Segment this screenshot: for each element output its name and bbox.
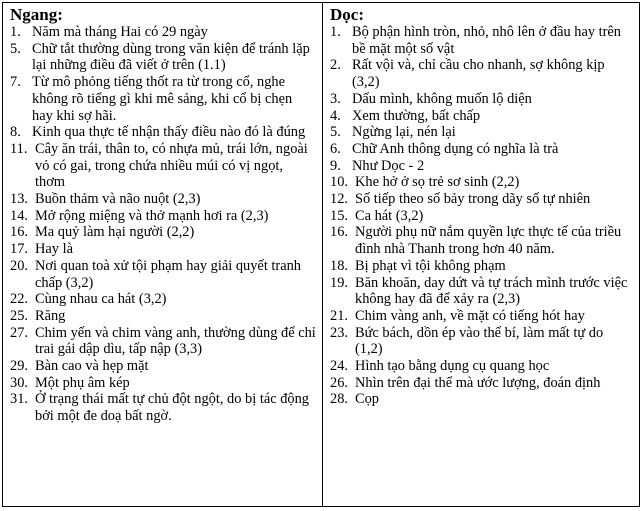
clue-number: 20. — [10, 257, 28, 274]
across-clue — [10, 24, 316, 41]
clue-number: 25. — [10, 307, 28, 324]
down-clue — [330, 391, 633, 408]
across-clue — [10, 124, 316, 141]
clue-number: 8. — [10, 124, 21, 141]
clue-number: 4. — [330, 107, 341, 124]
clue-text: Chữ tắt thường dùng trong văn kiện để tránh lặp lại những điều đã viết ở trên (1.1) — [32, 40, 310, 74]
clue-text: Ở trạng thái mất tự chủ đột ngột, do bị tác động bởi một đe doạ bất ngờ. — [35, 391, 309, 425]
clue-number: 28. — [330, 391, 348, 408]
across-clue — [10, 41, 316, 74]
clue-number: 16. — [330, 224, 348, 241]
down-clue — [330, 258, 633, 275]
clue-text: Ngừng lại, nén lại — [352, 124, 456, 141]
down-clue — [330, 375, 633, 392]
clue-text: Hay là — [35, 241, 73, 258]
down-clue — [330, 308, 633, 325]
across-column — [3, 3, 323, 506]
down-clue — [330, 358, 633, 375]
clue-number: 30. — [10, 374, 28, 391]
clue-number: 9. — [330, 157, 341, 174]
clue-number: 31. — [10, 391, 28, 408]
down-clue — [330, 91, 633, 108]
clue-text: Chim vàng anh, về mặt có tiếng hót hay — [355, 307, 585, 324]
down-clue — [330, 158, 633, 175]
across-clue — [10, 291, 316, 308]
clue-text: Cọp — [355, 391, 379, 408]
clue-number: 21. — [330, 307, 348, 324]
down-clue — [330, 325, 633, 358]
clue-text: Kinh qua thực tế nhận thấy điều nào đó là đúng — [32, 124, 306, 141]
clue-number: 24. — [330, 358, 348, 375]
across-heading: Ngang: — [10, 5, 63, 24]
clue-number: 7. — [10, 74, 21, 91]
across-clue — [10, 141, 316, 191]
clue-text: Một phụ âm kép — [35, 374, 130, 391]
down-column — [323, 3, 639, 506]
across-clue — [10, 241, 316, 258]
clue-number: 22. — [10, 291, 28, 308]
down-clue — [330, 191, 633, 208]
across-clue — [10, 375, 316, 392]
down-clue-list — [330, 24, 633, 408]
clue-number: 5. — [10, 40, 21, 57]
clue-text: Ca hát (3,2) — [355, 207, 424, 224]
clue-text: Số tiếp theo số bảy trong dãy số tự nhiên — [355, 191, 591, 208]
clue-text: Chim yến và chim vàng anh, thường dùng để chỉ trai gái dập dìu, tấp nập (3,3) — [35, 324, 316, 358]
clue-text: Mở rộng miệng và thở mạnh hơi ra (2,3) — [35, 207, 269, 224]
clue-number: 27. — [10, 324, 28, 341]
across-clue — [10, 224, 316, 241]
clue-text: Người phụ nữ nắm quyền lực thực tế của triều đình nhà Thanh trong hơn 40 năm. — [355, 224, 622, 258]
clue-number: 5. — [330, 124, 341, 141]
across-clue-list — [10, 24, 316, 425]
across-clue — [10, 191, 316, 208]
clue-text: Ma quỷ làm hại người (2,2) — [35, 224, 195, 241]
clue-number: 1. — [10, 24, 21, 40]
down-clue — [330, 124, 633, 141]
clue-number: 12. — [330, 191, 348, 208]
across-clue — [10, 358, 316, 375]
down-clue — [330, 24, 633, 57]
clue-number: 3. — [330, 90, 341, 107]
clue-text: Bộ phận hình tròn, nhỏ, nhô lên ở đầu hay trên bề mặt một số vật — [352, 24, 621, 57]
clue-number: 6. — [330, 140, 341, 157]
clue-text: Bàn cao và hẹp mặt — [35, 358, 149, 375]
clue-number: 29. — [10, 358, 28, 375]
clue-text: Khe hở ở sọ trẻ sơ sinh (2,2) — [355, 174, 520, 191]
clue-text: Dấu mình, không muốn lộ diện — [352, 90, 532, 107]
across-clue — [10, 74, 316, 124]
across-clue — [10, 308, 316, 325]
clue-number: 14. — [10, 207, 28, 224]
clue-text: Băn khoăn, day dứt và tự trách mình trước việc không hay đã để xảy ra (2,3) — [355, 274, 628, 308]
clue-text: Năm mà tháng Hai có 29 ngày — [32, 24, 208, 40]
clue-text: Rất vội và, chỉ cầu cho nhanh, sợ không kịp (3,2) — [352, 57, 605, 91]
clue-text: Bức bách, dồn ép vào thế bí, làm mất tự do (1,2) — [355, 324, 604, 358]
clue-number: 23. — [330, 324, 348, 341]
clue-number: 17. — [10, 241, 28, 258]
clue-number: 10. — [330, 174, 348, 191]
clue-text: Hình tạo bằng dụng cụ quang học — [355, 358, 550, 375]
clue-text: Răng — [35, 307, 66, 324]
clue-text: Cây ăn trái, thân to, có nhựa mủ, trái lớn, ngoài vỏ có gai, trong chứa nhiều múi có vị ngọt, thơm — [35, 140, 308, 191]
down-clue — [330, 275, 633, 308]
clue-text: Như Dọc - 2 — [352, 157, 425, 174]
clue-text: Nơi quan toà xử tội phạm hay giải quyết tranh chấp (3,2) — [35, 257, 301, 291]
clue-text: Nhìn trên đại thể mà ước lượng, đoán định — [355, 374, 601, 391]
clue-number: 11. — [10, 140, 28, 157]
clue-number: 16. — [10, 224, 28, 241]
clue-number: 18. — [330, 257, 348, 274]
clue-text: Xem thường, bất chấp — [352, 107, 481, 124]
down-heading: Dọc: — [330, 5, 364, 24]
down-clue — [330, 57, 633, 90]
clue-number: 2. — [330, 57, 341, 74]
clue-number: 15. — [330, 207, 348, 224]
across-clue — [10, 391, 316, 424]
clue-number: 19. — [330, 274, 348, 291]
clues-table — [2, 2, 640, 507]
down-clue — [330, 108, 633, 125]
down-clue — [330, 174, 633, 191]
clue-text: Bị phạt vì tội không phạm — [355, 257, 506, 274]
clue-number: 1. — [330, 24, 341, 40]
down-clue — [330, 224, 633, 257]
across-clue — [10, 325, 316, 358]
clue-text: Buồn thảm và não nuột (2,3) — [35, 191, 201, 208]
clue-text: Chữ Anh thông dụng có nghĩa là trà — [352, 140, 559, 157]
across-clue — [10, 258, 316, 291]
across-clue — [10, 208, 316, 225]
clue-number: 26. — [330, 374, 348, 391]
clue-text: Từ mô phỏng tiếng thốt ra từ trong cổ, nghe không rõ tiếng gì khi mê sảng, khi cổ bị chẹn hay khi sợ hãi. — [32, 74, 293, 124]
clue-number: 13. — [10, 191, 28, 208]
down-clue — [330, 141, 633, 158]
down-clue — [330, 208, 633, 225]
clue-text: Cùng nhau ca hát (3,2) — [35, 291, 167, 308]
